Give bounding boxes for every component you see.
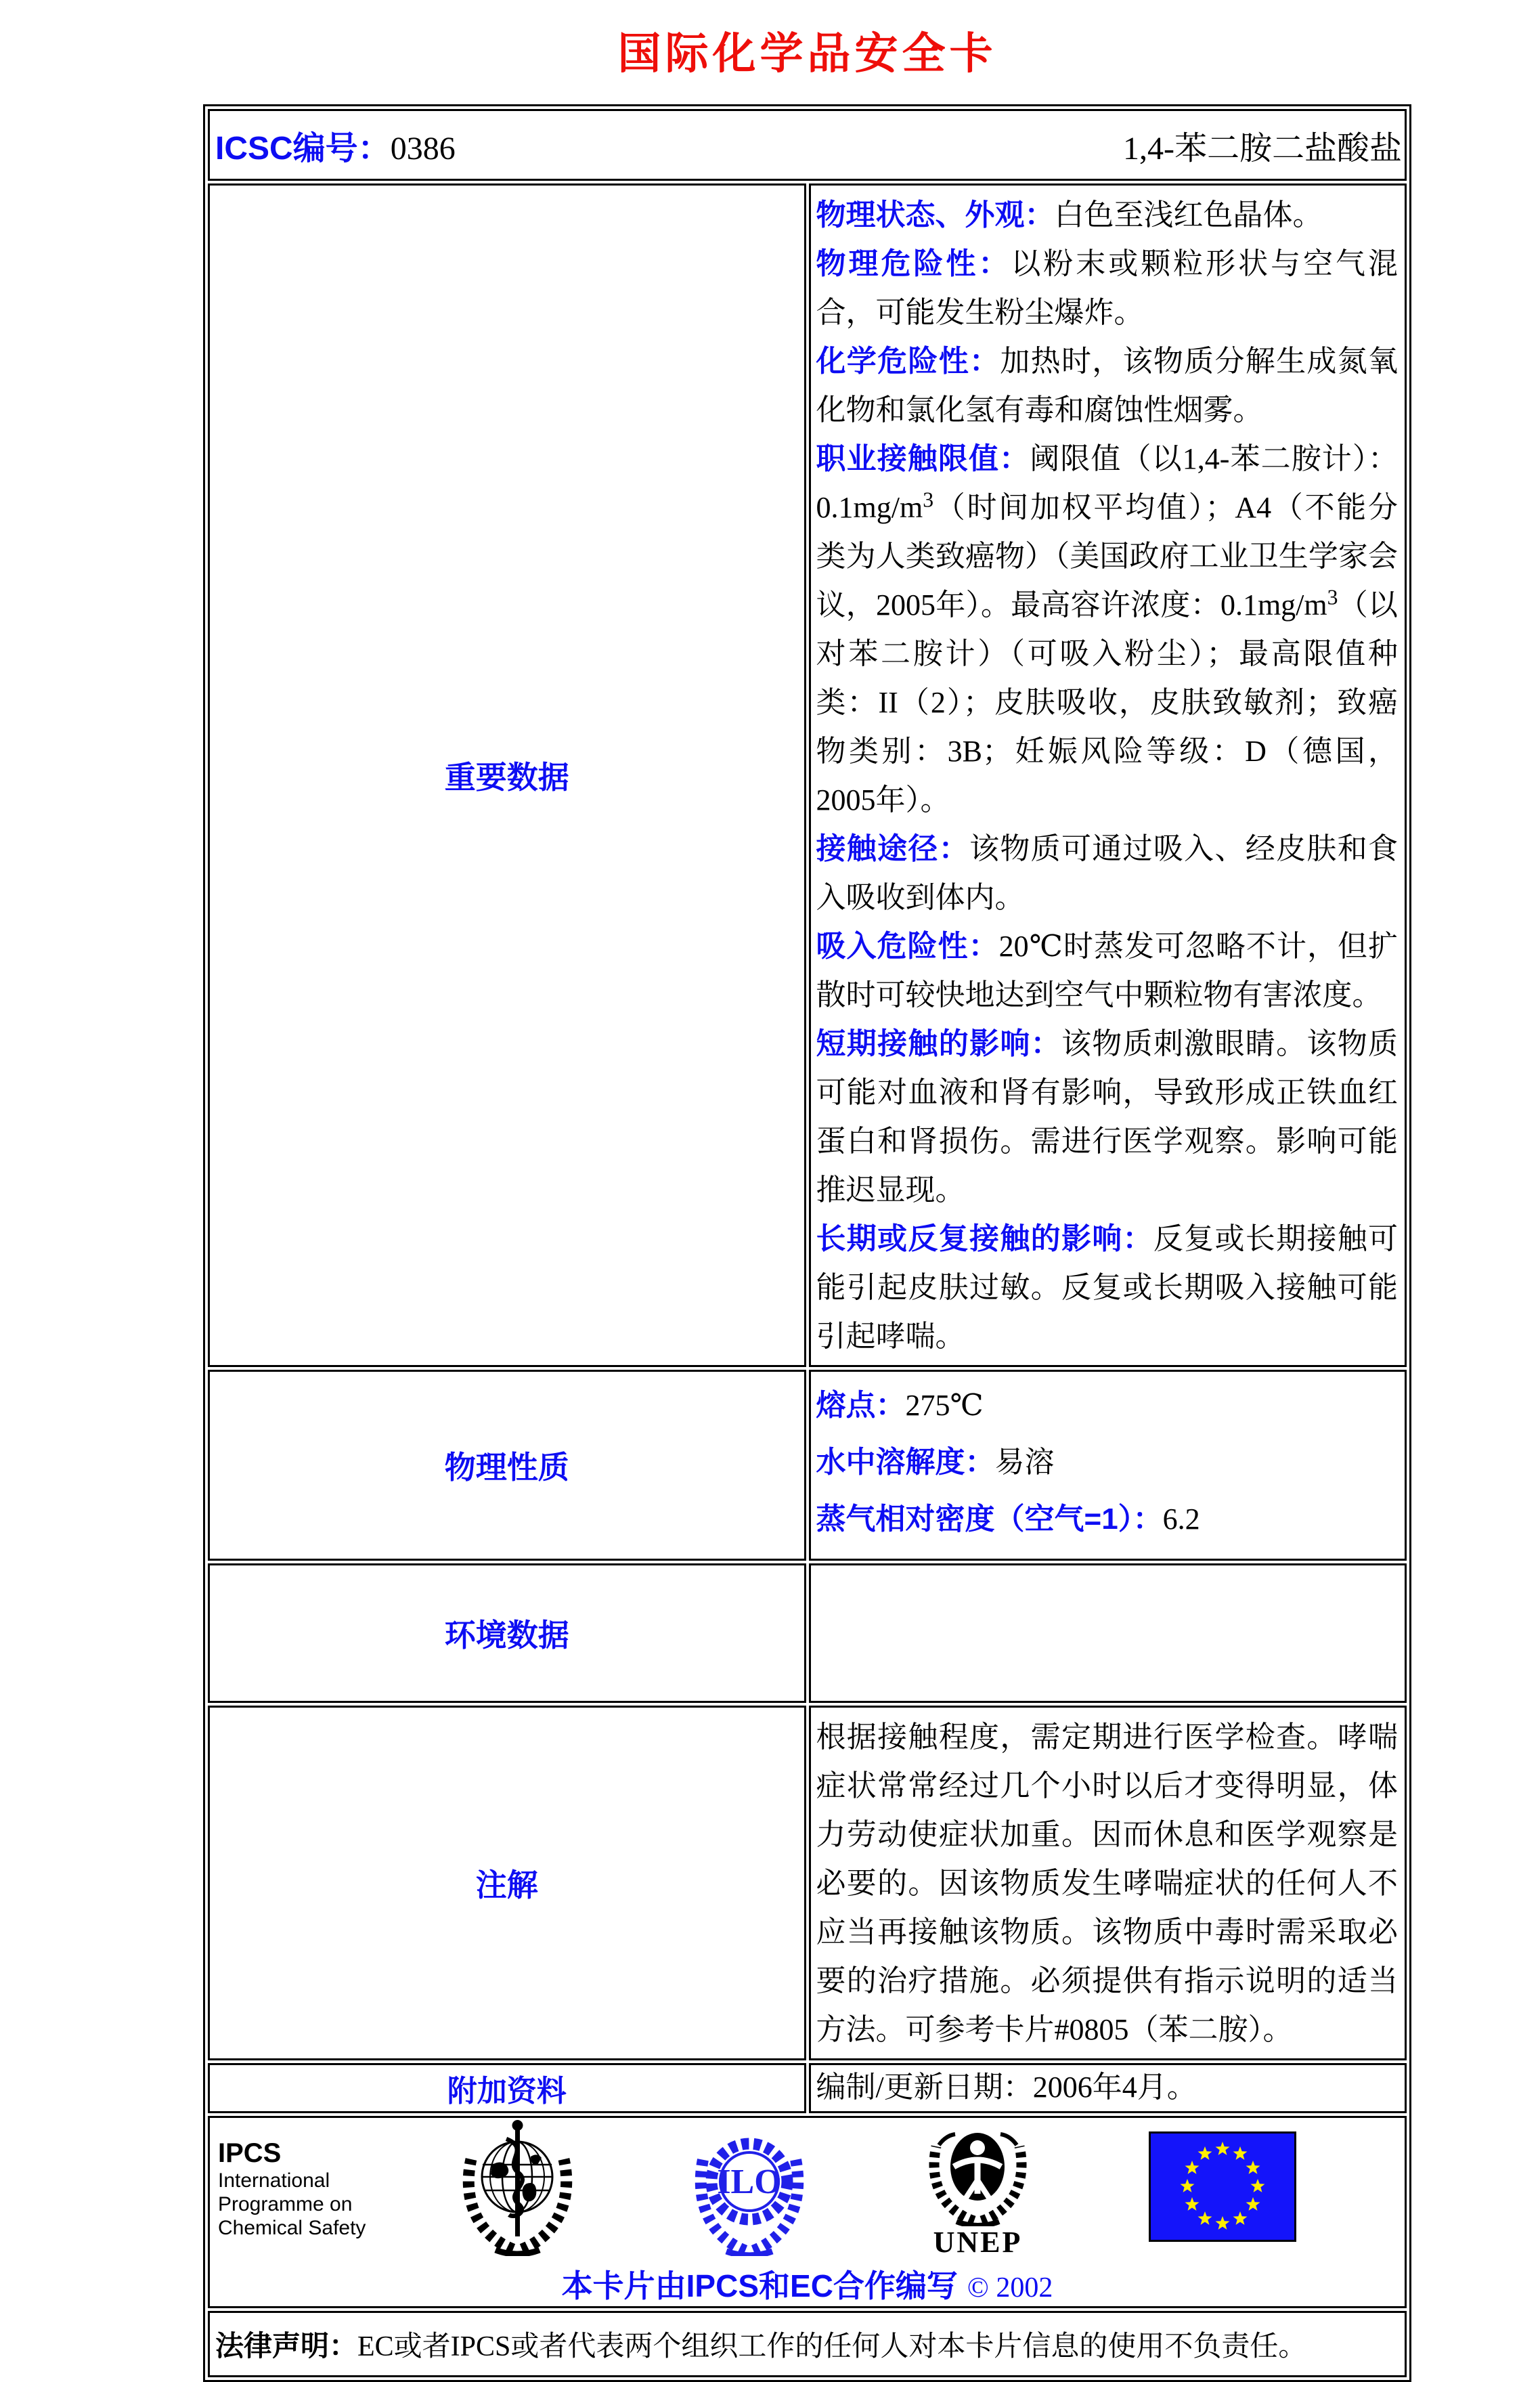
field-label: 长期或反复接触的影响： bbox=[816, 1222, 1153, 1255]
unep-wordmark: UNEP bbox=[933, 2226, 1023, 2259]
cooperation-caption-year: © 2002 bbox=[967, 2272, 1053, 2303]
legal-notice-label: 法律声明： bbox=[215, 2330, 358, 2362]
field-paragraph: 吸入危险性：20℃时蒸发可忽略不计，但扩散时可较快地达到空气中颗粒物有害浓度。 bbox=[816, 930, 1398, 1012]
additional-info-text bbox=[811, 2065, 1405, 2111]
ipcs-line-3: Chemical Safety bbox=[218, 2216, 366, 2239]
field-label: 化学危险性： bbox=[816, 345, 1000, 378]
environmental-data-text bbox=[811, 1565, 1405, 1575]
physical-properties-text bbox=[811, 1372, 1405, 1552]
eu-flag-icon bbox=[1149, 2131, 1296, 2245]
chemical-name: 1,4-苯二胺二盐酸盐 bbox=[1123, 130, 1402, 167]
logos-cell bbox=[208, 2116, 1407, 2308]
field-label: 职业接触限值： bbox=[816, 442, 1030, 475]
unep-logo-icon bbox=[919, 2118, 1037, 2259]
field-paragraph: 接触途径：该物质可通过吸入、经皮肤和食入吸收到体内。 bbox=[816, 832, 1399, 914]
field-paragraph: 职业接触限值：阈限值（以1,4-苯二胺计）：$0.1mg/m^3$（时间加权平均值）；A4（不能分类为人类致癌物）（美国政府工业卫生学家会议，2005年）。最高容许浓度：$0.1mg/m^3$（以对苯二胺计）（可吸入粉尘）；最高限值种类：II（2）；皮肤吸收，皮肤致敏剂；致癌物类别：3B；妊娠风险等级：D（德国，2005年）。 bbox=[816, 442, 1398, 817]
section-row-environmental-data bbox=[208, 1563, 1407, 1703]
section-label-notes: 注解 bbox=[208, 1706, 806, 2060]
ilo-logo-icon bbox=[688, 2117, 810, 2259]
ipcs-acronym: IPCS bbox=[218, 2138, 282, 2168]
superscript-3: 3 bbox=[923, 488, 934, 512]
field-label: 熔点： bbox=[816, 1389, 906, 1422]
ipcs-line-2: Programme on bbox=[218, 2192, 353, 2215]
field-label: 接触途径： bbox=[816, 832, 970, 865]
field-paragraph: 化学危险性：加热时，该物质分解生成氮氧化物和氯化氢有毒和腐蚀性烟雾。 bbox=[816, 345, 1399, 427]
section-content-physical-properties bbox=[809, 1370, 1407, 1561]
field-paragraph: 物理状态、外观：白色至浅红色晶体。 bbox=[816, 198, 1323, 232]
page-title: 国际化学品安全卡 bbox=[617, 30, 997, 78]
card-header-cell bbox=[208, 109, 1407, 181]
section-content-additional-info bbox=[809, 2063, 1407, 2113]
field-label: 水中溶解度： bbox=[816, 1446, 995, 1479]
field-paragraph: 长期或反复接触的影响：反复或长期接触可能引起皮肤过敏。反复或长期吸入接触可能引起哮喘。 bbox=[816, 1222, 1399, 1353]
section-row-notes bbox=[208, 1706, 1407, 2060]
section-label-physical-properties: 物理性质 bbox=[208, 1370, 806, 1561]
field-paragraph: 根据接触程度，需定期进行医学检查。哮喘症状常常经过几个小时以后才变得明显，体力劳动使症状加重。因而休息和医学观察是必要的。因该物质发生哮喘症状的任何人不应当再接触该物质。该物质中毒时需采取必要的治疗措施。必须提供有指示说明的适当方法。可参考卡片#0805（苯二胺）。 bbox=[816, 1720, 1398, 2046]
legal-row bbox=[208, 2311, 1407, 2377]
logos-row bbox=[208, 2116, 1407, 2308]
who-logo-icon bbox=[455, 2117, 580, 2259]
field-label: 物理危险性： bbox=[816, 247, 1011, 280]
section-content-important-data bbox=[809, 183, 1407, 1367]
field-paragraph: 编制/更新日期：2006年4月。 bbox=[816, 2071, 1197, 2104]
section-label-environmental-data: 环境数据 bbox=[208, 1563, 806, 1703]
field-paragraph: 水中溶解度：易溶 bbox=[816, 1446, 1055, 1479]
card-header-row bbox=[208, 109, 1407, 181]
field-label: 蒸气相对密度（空气=1）： bbox=[816, 1502, 1163, 1536]
legal-notice-text: EC或者IPCS或者代表两个组织工作的任何人对本卡片信息的使用不负责任。 bbox=[357, 2331, 1307, 2362]
section-label-important-data: 重要数据 bbox=[208, 183, 806, 1367]
field-label: 吸入危险性： bbox=[816, 930, 999, 963]
field-paragraph: 物理危险性：以粉末或颗粒形状与空气混合，可能发生粉尘爆炸。 bbox=[816, 247, 1399, 329]
section-content-notes bbox=[809, 1706, 1407, 2060]
legal-notice bbox=[210, 2313, 1405, 2375]
section-row-important-data bbox=[208, 183, 1407, 1367]
icsc-number-label: ICSC编号： bbox=[215, 130, 391, 167]
cooperation-caption-text: 本卡片由IPCS和EC合作编写 bbox=[561, 2268, 958, 2303]
important-data-text bbox=[811, 186, 1405, 1365]
ilo-letters: ILO bbox=[717, 2163, 782, 2201]
field-label: 短期接触的影响： bbox=[816, 1027, 1061, 1060]
superscript-3: 3 bbox=[1327, 585, 1338, 609]
field-paragraph: 短期接触的影响：该物质刺激眼睛。该物质可能对血液和肾有影响，导致形成正铁血红蛋白和肾损伤。需进行医学观察。影响可能推迟显现。 bbox=[816, 1027, 1399, 1207]
cooperation-caption bbox=[210, 2261, 1405, 2306]
organization-logos bbox=[210, 2118, 1405, 2259]
icsc-card-table bbox=[203, 104, 1411, 2382]
field-paragraph: 蒸气相对密度（空气=1）：6.2 bbox=[816, 1502, 1200, 1536]
ipcs-text-block bbox=[218, 2138, 394, 2240]
ipcs-line-1: International bbox=[218, 2169, 330, 2192]
section-row-physical-properties bbox=[208, 1370, 1407, 1561]
card-header bbox=[210, 111, 1405, 179]
icsc-card-page bbox=[0, 30, 1540, 2362]
notes-text bbox=[811, 1708, 1405, 2058]
section-label-additional-info: 附加资料 bbox=[208, 2063, 806, 2113]
section-content-environmental-data bbox=[809, 1563, 1407, 1703]
field-label: 物理状态、外观： bbox=[816, 198, 1055, 232]
icsc-number-group bbox=[215, 122, 456, 169]
icsc-number-value: 0386 bbox=[390, 130, 456, 167]
legal-cell bbox=[208, 2311, 1407, 2377]
section-row-additional-info bbox=[208, 2063, 1407, 2113]
field-paragraph: 熔点：275℃ bbox=[816, 1389, 984, 1422]
